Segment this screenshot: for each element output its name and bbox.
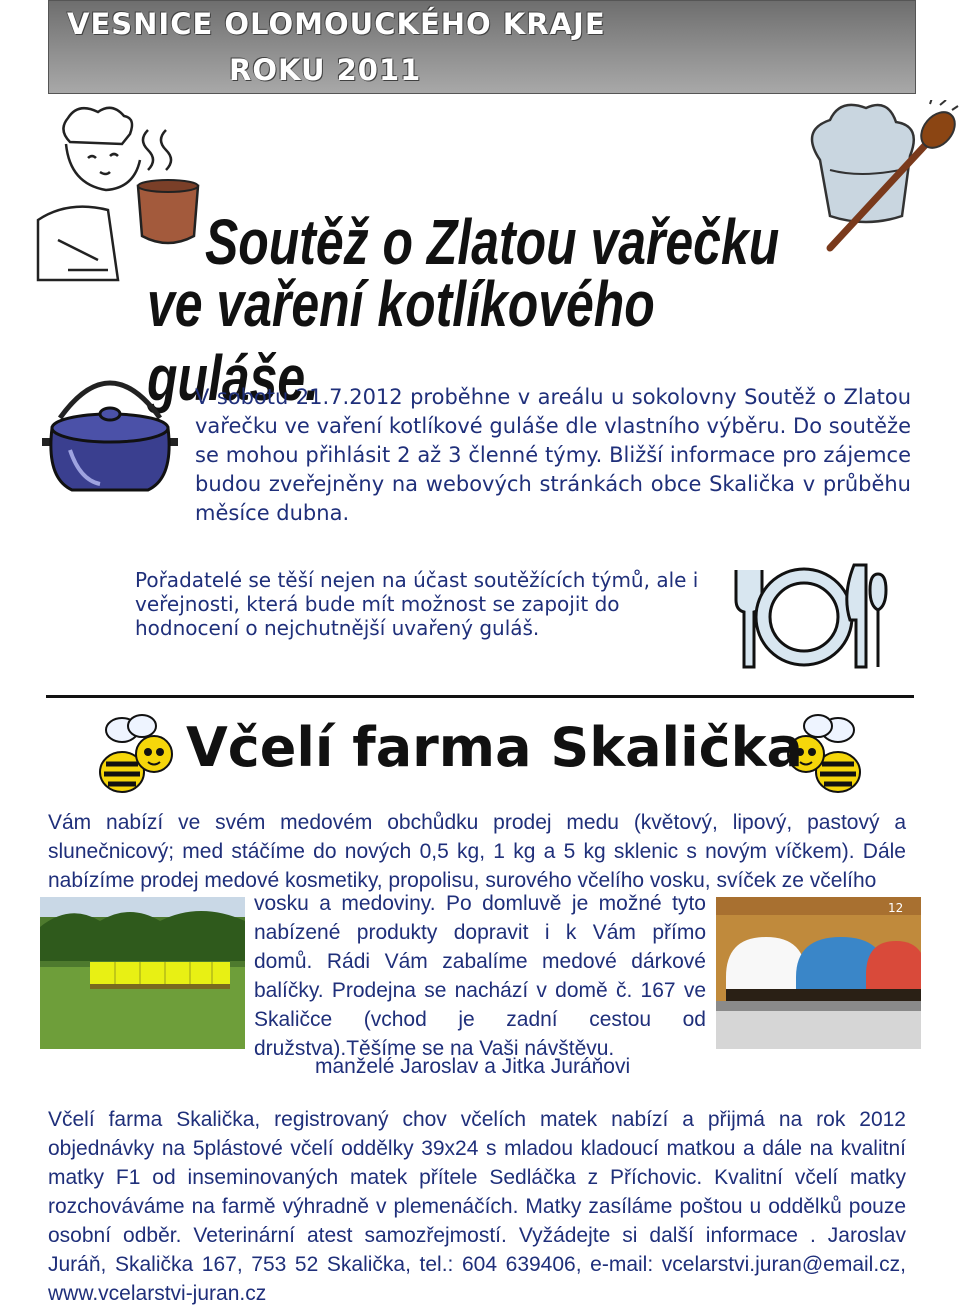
header-banner bbox=[48, 0, 916, 94]
contest-title-line-1: Soutěž o Zlatou vařečku bbox=[205, 206, 780, 278]
contest-title-line-2: ve vaření kotlíkového guláše. bbox=[147, 268, 655, 414]
contest-description: V sobotu 21.7.2012 proběhne v areálu u sokolovny Soutěž o Zlatou vařečku ve vaření kotlíkové guláše dle vlastního výběru. Do soutěže se mohou přihlásit 2 až 3 členné týmy. Bližší informace pro zájemce budou zveřejněny na webových stránkách obce Skalička v průběhu měsíce dubna. bbox=[195, 385, 911, 525]
hive-number-label: 12 bbox=[888, 901, 904, 915]
cooking-pot-illustration bbox=[30, 358, 190, 498]
plate-cutlery-icon bbox=[726, 555, 896, 675]
hive-entrances-photo bbox=[716, 897, 921, 1049]
farm-owners-signature: manželé Jaroslav a Jitka Juráňovi bbox=[315, 1055, 631, 1078]
organizers-note: Pořadatelé se těší nejen na účast soutěžících týmů, ale i veřejnosti, která bude mít možnost se zapojit do hodnocení o nejchutnější uvařený guláš. bbox=[135, 568, 699, 640]
queen-breeding-text: Včelí farma Skalička, registrovaný chov včelích matek nabízí a přijmá na rok 2012 objednávky na 5plástové včelí oddělky 39x24 s mladou kladoucí matkou a dále na kvalitní matky F1 od inseminovaných matek přítele Sedláčka z Příchovic. Kvalitní včelí matky rozchováváme na farmě výhradně v plemenáčích. Matky zasíláme poštou u oddělků pouze osobní odběr. Veterinární atest samozřejmostí. Vyžádejte si další informace . Jaroslav Juráň, Skalička 167, 753 52 Skalička, tel.: 604 639406, e-mail: vcelarstvi.juran@email.cz, www.vcelarstvi-juran.cz bbox=[48, 1108, 906, 1305]
bee-farm-title: Včelí farma Skalička bbox=[186, 716, 803, 779]
farm-delivery-text: vosku a medoviny. Po domluvě je možné tyto nabízené produkty dopravit i k Vám přímo domů. Rádi Vám zabalíme medové dárkové balíčky. Prodejna se nachází v domě č. 167 ve Skaličce (vchod je zadní cestou od družstva).Těšíme se na Vaši návštěvu. bbox=[254, 892, 706, 1060]
section-divider bbox=[46, 695, 914, 698]
banner-line-1: VESNICE OLOMOUCKÉHO KRAJE bbox=[67, 7, 606, 41]
chef-illustration bbox=[28, 100, 218, 290]
bee-left-icon bbox=[92, 712, 180, 802]
chef-hat-spoon-illustration bbox=[790, 100, 960, 260]
banner-line-2: ROKU 2011 bbox=[229, 53, 422, 87]
farm-offer-text: Vám nabízí ve svém medovém obchůdku prodej medu (květový, lipový, pastový a slunečnicový; med stáčíme do nových 0,5 kg, 1 kg a 5 kg sklenic s novým víčkem). Dále nabízíme prodej medové kosmetiky, propolisu, surového včelího vosku, svíček ze včelího bbox=[48, 811, 906, 892]
beehives-field-photo bbox=[40, 897, 245, 1049]
